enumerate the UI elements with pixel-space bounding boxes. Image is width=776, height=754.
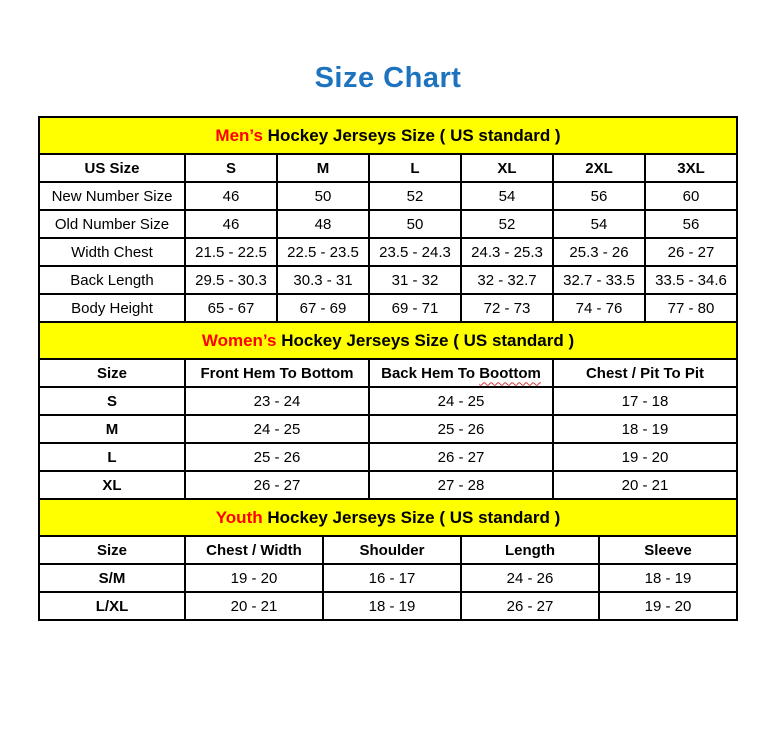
youth-table-row xyxy=(39,564,737,592)
youth-size-value: 19 - 20 xyxy=(599,592,737,620)
mens-size-value: 77 - 80 xyxy=(645,294,737,322)
mens-size-value: 72 - 73 xyxy=(461,294,553,322)
youth-size-value: 16 - 17 xyxy=(323,564,461,592)
mens-banner-highlight: Men’s xyxy=(215,125,263,145)
womens-table-row xyxy=(39,387,737,415)
mens-size-value: 29.5 - 30.3 xyxy=(185,266,277,294)
mens-size-value: 67 - 69 xyxy=(277,294,369,322)
womens-column-header: Front Hem To Bottom xyxy=(185,359,369,387)
youth-banner-text: Hockey Jerseys Size ( US standard ) xyxy=(262,507,561,527)
mens-size-value: 22.5 - 23.5 xyxy=(277,238,369,266)
womens-row-label: M xyxy=(39,415,185,443)
womens-column-header: Size xyxy=(39,359,185,387)
mens-row-label: Back Length xyxy=(39,266,185,294)
womens-table-banner xyxy=(39,322,737,359)
mens-size-value: 74 - 76 xyxy=(553,294,645,322)
mens-size-value: 23.5 - 24.3 xyxy=(369,238,461,266)
mens-size-value: 54 xyxy=(553,210,645,238)
womens-row-label: S xyxy=(39,387,185,415)
mens-header-row xyxy=(39,154,737,182)
mens-size-value: 46 xyxy=(185,182,277,210)
mens-column-header: L xyxy=(369,154,461,182)
youth-table-banner xyxy=(39,499,737,536)
mens-row-label: New Number Size xyxy=(39,182,185,210)
youth-row-label: S/M xyxy=(39,564,185,592)
mens-column-header: 3XL xyxy=(645,154,737,182)
mens-size-value: 32.7 - 33.5 xyxy=(553,266,645,294)
youth-size-value: 18 - 19 xyxy=(323,592,461,620)
youth-column-header: Length xyxy=(461,536,599,564)
womens-row-label: XL xyxy=(39,471,185,499)
womens-size-value: 19 - 20 xyxy=(553,443,737,471)
womens-size-value: 25 - 26 xyxy=(369,415,553,443)
mens-size-value: 46 xyxy=(185,210,277,238)
mens-size-value: 33.5 - 34.6 xyxy=(645,266,737,294)
womens-size-value: 24 - 25 xyxy=(369,387,553,415)
womens-size-table xyxy=(38,321,738,500)
misspelled-word: Boottom xyxy=(479,364,541,382)
mens-size-value: 25.3 - 26 xyxy=(553,238,645,266)
youth-size-value: 26 - 27 xyxy=(461,592,599,620)
youth-banner-row xyxy=(39,499,737,536)
mens-size-value: 69 - 71 xyxy=(369,294,461,322)
mens-table-banner xyxy=(39,117,737,154)
mens-row-label: Old Number Size xyxy=(39,210,185,238)
youth-banner-highlight: Youth xyxy=(215,507,263,527)
mens-size-value: 21.5 - 22.5 xyxy=(185,238,277,266)
womens-size-value: 25 - 26 xyxy=(185,443,369,471)
mens-size-value: 60 xyxy=(645,182,737,210)
womens-column-header: Chest / Pit To Pit xyxy=(553,359,737,387)
mens-size-value: 31 - 32 xyxy=(369,266,461,294)
mens-column-header: 2XL xyxy=(553,154,645,182)
youth-header-row xyxy=(39,536,737,564)
womens-header-row xyxy=(39,359,737,387)
womens-size-value: 23 - 24 xyxy=(185,387,369,415)
womens-size-value: 17 - 18 xyxy=(553,387,737,415)
womens-size-value: 26 - 27 xyxy=(369,443,553,471)
mens-size-value: 50 xyxy=(277,182,369,210)
youth-size-value: 18 - 19 xyxy=(599,564,737,592)
youth-column-header: Shoulder xyxy=(323,536,461,564)
womens-table-row xyxy=(39,443,737,471)
womens-table-row xyxy=(39,471,737,499)
mens-row-label: Width Chest xyxy=(39,238,185,266)
mens-banner-text: Hockey Jerseys Size ( US standard ) xyxy=(262,125,561,145)
mens-column-header: M xyxy=(277,154,369,182)
womens-column-header: Back Hem To Boottom xyxy=(369,359,553,387)
size-chart-page xyxy=(0,62,776,621)
mens-size-value: 50 xyxy=(369,210,461,238)
youth-size-value: 24 - 26 xyxy=(461,564,599,592)
mens-banner-row xyxy=(39,117,737,154)
mens-table-row xyxy=(39,182,737,210)
youth-size-value: 19 - 20 xyxy=(185,564,323,592)
size-chart-tables xyxy=(38,116,738,621)
mens-table-row xyxy=(39,238,737,266)
mens-column-header: XL xyxy=(461,154,553,182)
mens-size-value: 56 xyxy=(553,182,645,210)
mens-table-row xyxy=(39,294,737,322)
mens-size-value: 52 xyxy=(461,210,553,238)
mens-column-header: S xyxy=(185,154,277,182)
youth-column-header: Chest / Width xyxy=(185,536,323,564)
womens-size-value: 27 - 28 xyxy=(369,471,553,499)
womens-row-label: L xyxy=(39,443,185,471)
youth-column-header: Sleeve xyxy=(599,536,737,564)
womens-table-row xyxy=(39,415,737,443)
mens-size-value: 32 - 32.7 xyxy=(461,266,553,294)
mens-size-value: 48 xyxy=(277,210,369,238)
womens-banner-text: Hockey Jerseys Size ( US standard ) xyxy=(276,330,575,350)
mens-size-table xyxy=(38,116,738,323)
mens-size-value: 54 xyxy=(461,182,553,210)
mens-size-value: 65 - 67 xyxy=(185,294,277,322)
mens-size-value: 24.3 - 25.3 xyxy=(461,238,553,266)
mens-size-value: 30.3 - 31 xyxy=(277,266,369,294)
womens-size-value: 24 - 25 xyxy=(185,415,369,443)
mens-column-header: US Size xyxy=(39,154,185,182)
youth-row-label: L/XL xyxy=(39,592,185,620)
mens-table-row xyxy=(39,210,737,238)
mens-size-value: 52 xyxy=(369,182,461,210)
mens-size-value: 56 xyxy=(645,210,737,238)
womens-size-value: 18 - 19 xyxy=(553,415,737,443)
youth-column-header: Size xyxy=(39,536,185,564)
youth-size-table xyxy=(38,498,738,621)
womens-size-value: 20 - 21 xyxy=(553,471,737,499)
mens-row-label: Body Height xyxy=(39,294,185,322)
womens-banner-row xyxy=(39,322,737,359)
womens-size-value: 26 - 27 xyxy=(185,471,369,499)
youth-size-value: 20 - 21 xyxy=(185,592,323,620)
page-title: Size Chart xyxy=(314,62,462,94)
womens-banner-highlight: Women’s xyxy=(201,330,277,350)
mens-table-row xyxy=(39,266,737,294)
youth-table-row xyxy=(39,592,737,620)
mens-size-value: 26 - 27 xyxy=(645,238,737,266)
